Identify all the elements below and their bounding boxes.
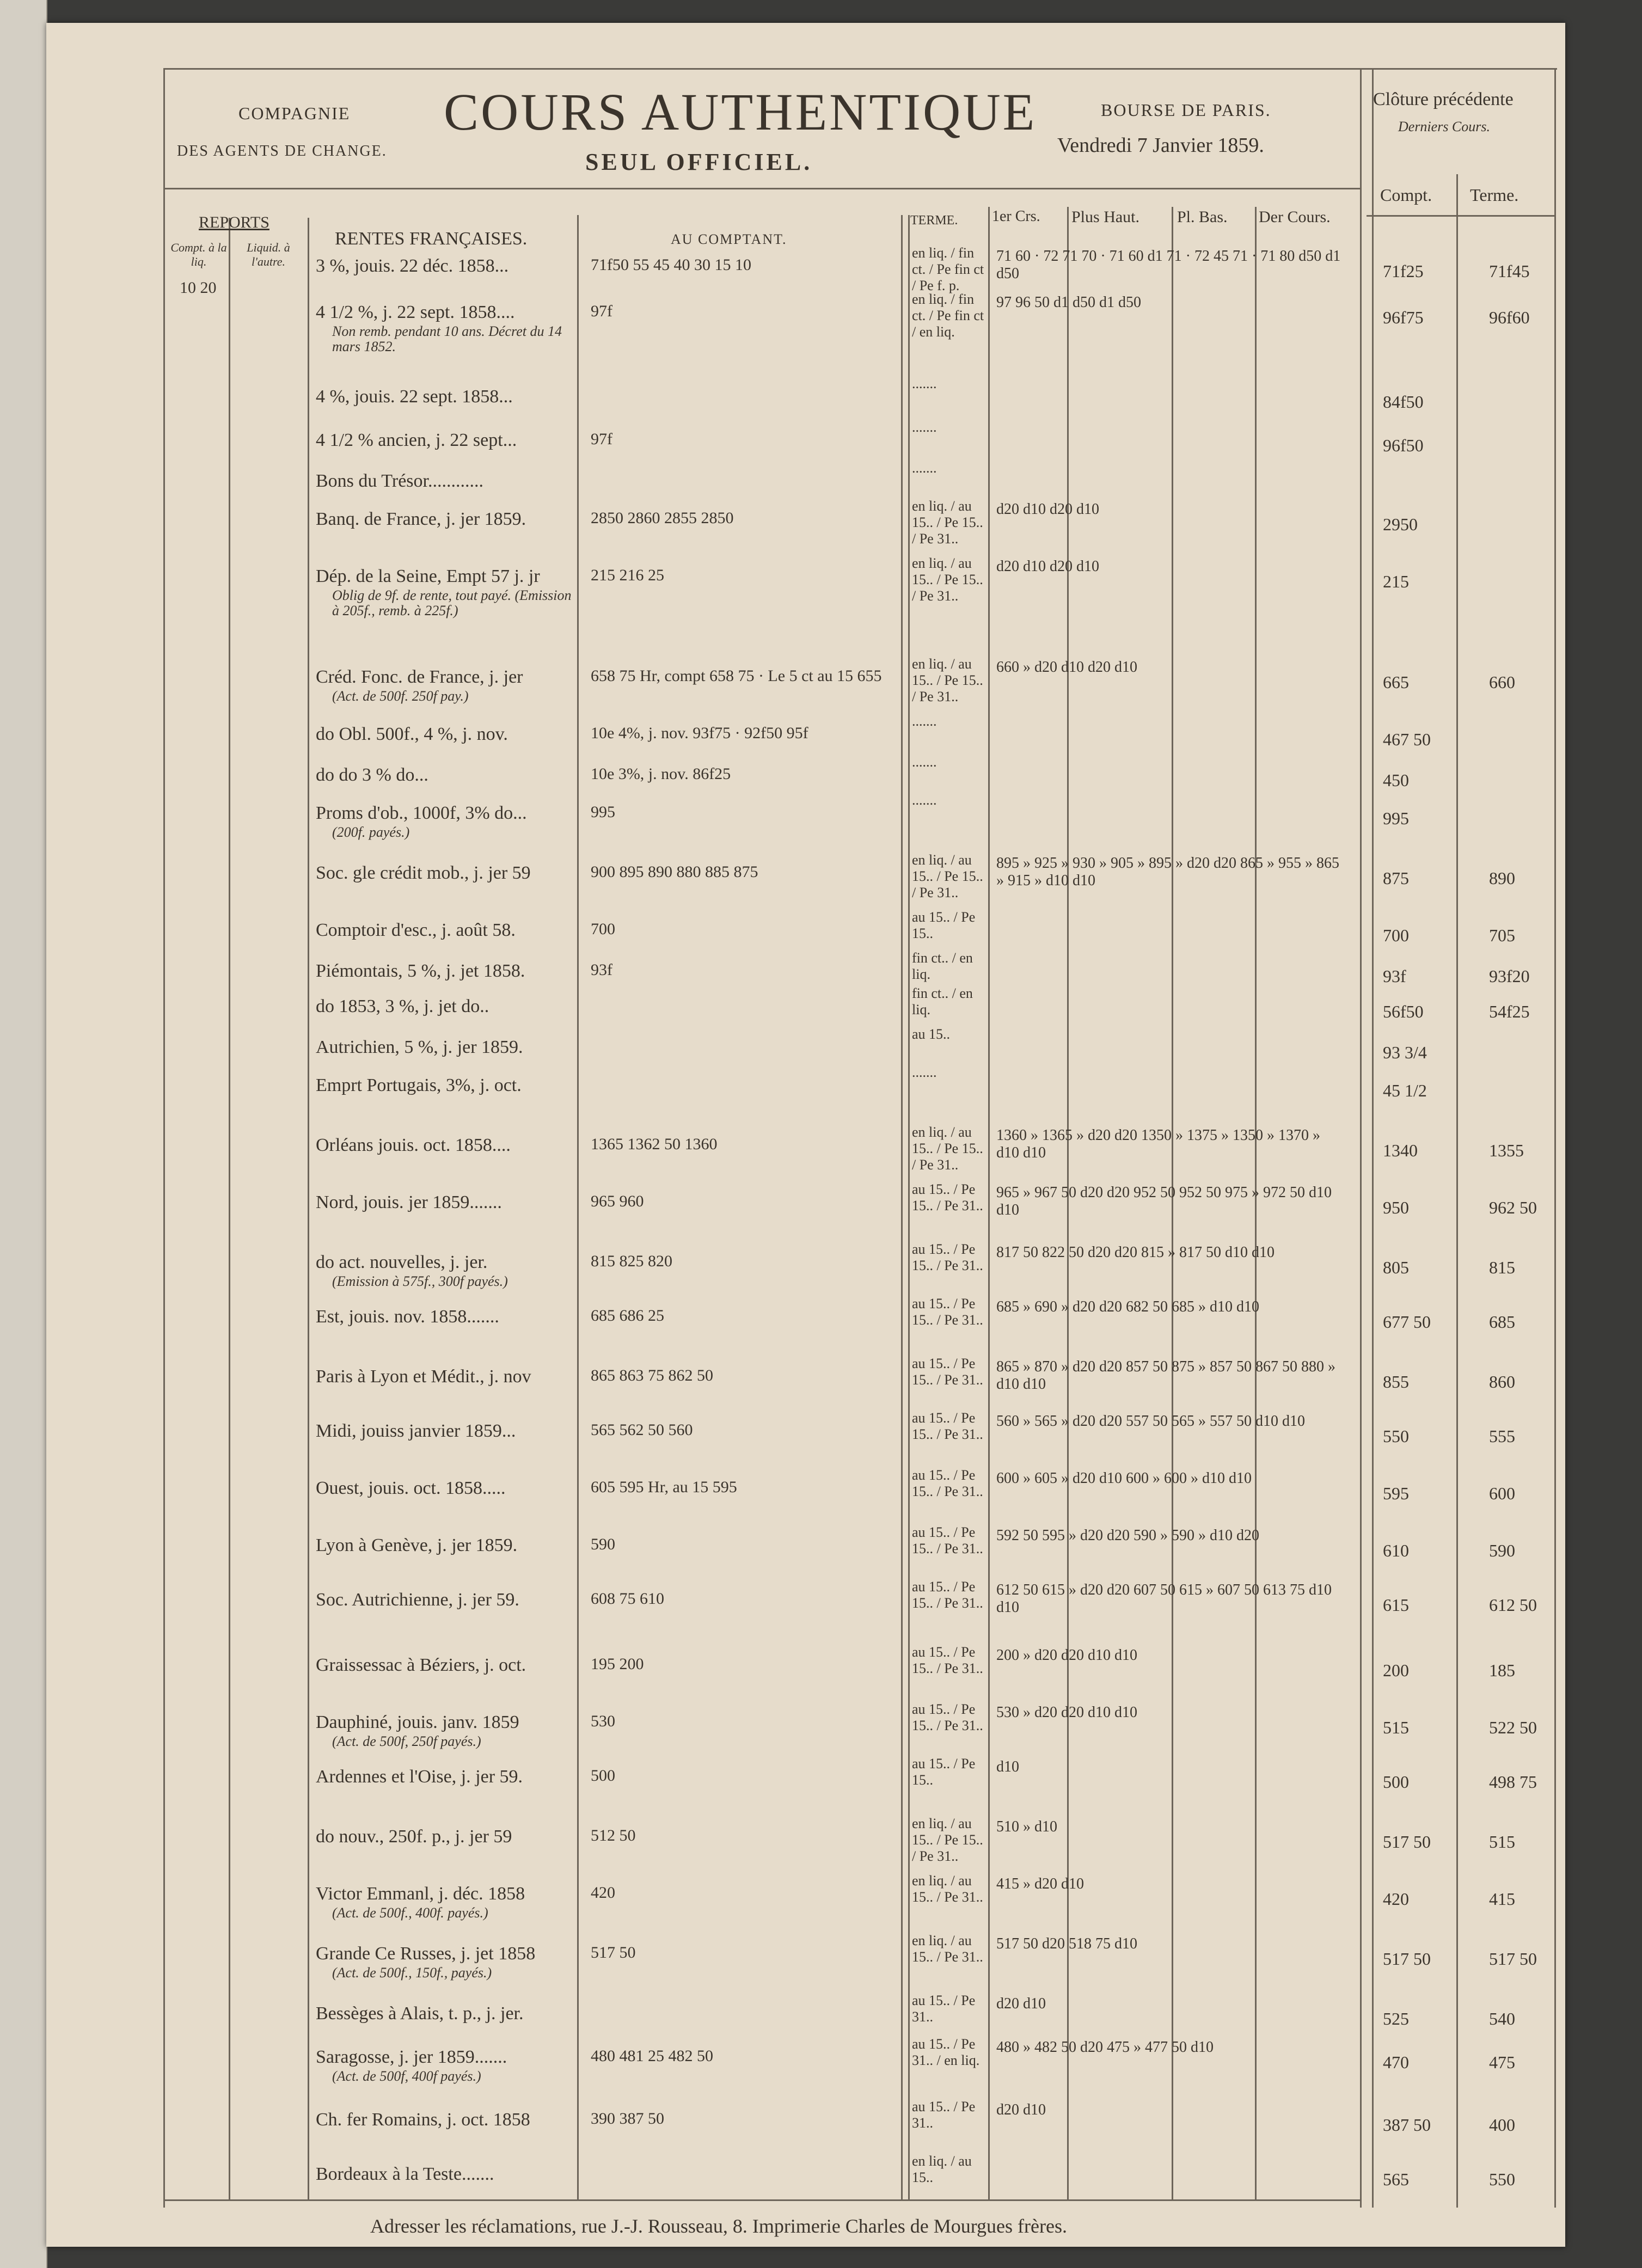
cours-values: d20 d10 [996,2101,1046,2118]
cloture-terme-value: 185 [1489,1660,1515,1680]
security-name: Bons du Trésor............ [316,471,483,491]
au-comptant-header: AU COMPTANT. [671,231,787,247]
cloture-compt-value: 200 [1383,1660,1409,1680]
security-name: Soc. Autrichienne, j. jer 59. [316,1590,519,1610]
cloture-compt-value: 805 [1383,1258,1409,1277]
comptant-prices: 1365 1362 50 1360 [591,1135,718,1153]
terme-labels: en liq. / fin ct. / Pe fin ct / Pe f. p. [912,245,984,293]
security-note: (Act. de 500f., 150f., payés.) [332,1965,492,1981]
comptant-prices: 10e 4%, j. nov. 93f75 · 92f50 95f [591,724,808,742]
cours-values: 530 » d20 d20 d10 d10 [996,1704,1137,1721]
cours-values: 480 » 482 50 d20 475 » 477 50 d10 [996,2039,1214,2056]
comptant-prices: 71f50 55 45 40 30 15 10 [591,256,751,274]
security-note: (Act. de 500f., 400f. payés.) [332,1905,488,1921]
terme-labels: en liq. / au 15.. / Pe 15.. / Pe 31.. [912,656,983,704]
security-name: Ch. fer Romains, j. oct. 1858 [316,2110,530,2130]
cloture-compt-value: 525 [1383,2009,1409,2028]
cloture-terme-value: 517 50 [1489,1949,1537,1969]
security-note: Oblig de 9f. de rente, tout payé. (Emission à 205f., remb. à 225f.) [332,587,572,618]
terme-labels: au 15.. / Pe 31.. [912,2099,976,2131]
cloture-compt-value: 45 1/2 [1383,1081,1427,1100]
cloture-terme-value: 540 [1489,2009,1515,2028]
cloture-terme-value: 71f45 [1489,261,1530,281]
security-name: do act. nouvelles, j. jer. [316,1252,488,1272]
comptant-prices: 700 [591,920,615,938]
cloture-terme-value: 93f20 [1489,966,1530,986]
comptant-prices: 93f [591,961,612,979]
terme-labels: ....... [912,792,937,808]
terme-labels: en liq. / au 15.. / Pe 15.. / Pe 31.. [912,555,983,604]
cloture-terme-value: 498 75 [1489,1772,1537,1792]
cloture-compt-value: 93 3/4 [1383,1043,1427,1062]
comptant-prices: 995 [591,803,615,821]
comptant-prices: 815 825 820 [591,1252,672,1270]
cours-values: 560 » 565 » d20 d20 557 50 565 » 557 50 d10 d10 [996,1413,1305,1430]
cloture-compt-value: 500 [1383,1772,1409,1792]
cours-values: 517 50 d20 518 75 d10 [996,1935,1137,1952]
comptant-prices: 420 [591,1884,615,1902]
comptant-prices: 517 50 [591,1944,636,1961]
cloture-compt-value: 875 [1383,868,1409,888]
cloture-compt-value: 517 50 [1383,1832,1431,1852]
security-name: 4 1/2 %, j. 22 sept. 1858.... [316,302,515,322]
cloture-compt-value: 2950 [1383,514,1418,534]
comptant-prices: 390 387 50 [591,2110,664,2128]
cours-values: 97 96 50 d1 d50 d1 d50 [996,294,1141,311]
compt-header: Compt. [1380,185,1432,205]
security-name: do do 3 % do... [316,765,428,785]
comptant-prices: 10e 3%, j. nov. 86f25 [591,765,731,783]
security-name: Créd. Fonc. de France, j. jer [316,667,523,687]
cloture-compt-value: 470 [1383,2052,1409,2072]
security-note: (Act. de 500f, 400f payés.) [332,2068,481,2084]
terme-labels: au 15.. / Pe 15.. / Pe 31.. [912,1181,983,1213]
cours-values: 71 60 · 72 71 70 · 71 60 d1 71 · 72 45 71 · 71 80 d50 d1 d50 [996,248,1341,282]
cloture-compt-value: 595 [1383,1484,1409,1503]
security-name: Banq. de France, j. jer 1859. [316,509,526,529]
security-name: Grande Ce Russes, j. jet 1858 [316,1944,536,1964]
terme-labels: au 15.. / Pe 15.. [912,1756,976,1788]
cloture-terme-value: 515 [1489,1832,1515,1852]
cours-values: 612 50 615 » d20 d20 607 50 615 » 607 50 613 75 d10 d10 [996,1582,1332,1616]
cloture-terme-value: 555 [1489,1426,1515,1446]
terme-labels: en liq. / au 15.. / Pe 31.. [912,1933,983,1965]
cloture-terme-value: 705 [1489,925,1515,945]
cloture-terme-value: 685 [1489,1312,1515,1332]
terme-col-header: TERME. [910,213,958,228]
cours-values: 200 » d20 d20 d10 d10 [996,1647,1137,1664]
cloture-compt-value: 950 [1383,1198,1409,1217]
terme-labels: au 15.. / Pe 15.. / Pe 31.. [912,1356,983,1388]
comptant-prices: 480 481 25 482 50 [591,2047,713,2065]
cloture-compt-value: 450 [1383,770,1409,790]
cloture-compt-value: 665 [1383,672,1409,692]
terme-labels: au 15.. [912,1026,951,1042]
comptant-prices: 215 216 25 [591,566,664,584]
cours-values: 1360 » 1365 » d20 d20 1350 » 1375 » 1350 » 1370 » d10 d10 [996,1127,1320,1161]
cloture-terme-value: 590 [1489,1541,1515,1560]
reports-values: 10 20 [180,279,217,297]
security-name: Saragosse, j. jer 1859....... [316,2047,507,2067]
comptant-prices: 97f [591,302,612,320]
cloture-compt-value: 71f25 [1383,261,1424,281]
cloture-terme-value: 612 50 [1489,1595,1537,1615]
cloture-compt-value: 517 50 [1383,1949,1431,1969]
terme-labels: au 15.. / Pe 15.. / Pe 31.. [912,1241,983,1273]
derniers-label: Derniers Cours. [1398,119,1491,134]
page-title: COURS AUTHENTIQUE [444,83,1037,141]
terme-labels: au 15.. / Pe 15.. / Pe 31.. [912,1579,983,1611]
terme-labels: au 15.. / Pe 15.. / Pe 31.. [912,1410,983,1442]
comptant-prices: 590 [591,1535,615,1553]
security-name: Dép. de la Seine, Empt 57 j. jr [316,566,540,586]
terme-labels: ....... [912,460,937,476]
cours-values: 895 » 925 » 930 » 905 » 895 » d20 d20 865 » 955 » 865 » 915 » d10 d10 [996,855,1339,889]
cours-values: 685 » 690 » d20 d20 682 50 685 » d10 d10 [996,1298,1259,1315]
terme-labels: en liq. / fin ct. / Pe fin ct / en liq. [912,291,984,340]
cloture-terme-value: 962 50 [1489,1198,1537,1217]
security-name: Bessèges à Alais, t. p., j. jer. [316,2003,524,2024]
terme-labels: au 15.. / Pe 15.. / Pe 31.. [912,1296,983,1328]
security-name: Ouest, jouis. oct. 1858..... [316,1478,506,1498]
cloture-compt-value: 700 [1383,925,1409,945]
comptant-prices: 195 200 [591,1655,644,1673]
cloture-terme-value: 860 [1489,1372,1515,1392]
security-name: Bordeaux à la Teste....... [316,2164,494,2184]
comptant-prices: 900 895 890 880 885 875 [591,863,758,881]
security-name: Graissessac à Béziers, j. oct. [316,1655,526,1675]
cours-values: 865 » 870 » d20 d20 857 50 875 » 857 50 867 50 880 » d10 d10 [996,1358,1335,1393]
cloture-compt-value: 96f50 [1383,436,1424,455]
comptant-prices: 865 863 75 862 50 [591,1366,713,1384]
cloture-terme-value: 890 [1489,868,1515,888]
cloture-compt-value: 615 [1383,1595,1409,1615]
cloture-terme-value: 415 [1489,1889,1515,1909]
security-note: (Emission à 575f., 300f payés.) [332,1273,508,1289]
security-name: Nord, jouis. jer 1859....... [316,1192,502,1212]
security-name: do nouv., 250f. p., j. jer 59 [316,1826,512,1847]
terme-labels: en liq. / au 15.. / Pe 15.. / Pe 31.. [912,852,983,900]
comptant-prices: 685 686 25 [591,1307,664,1325]
cours-values: 965 » 967 50 d20 d20 952 50 952 50 975 » 972 50 d10 d10 [996,1184,1332,1218]
cloture-terme-value: 522 50 [1489,1718,1537,1737]
compt-liq-header: Compt. à la liq. [170,241,227,268]
liquid-header: Liquid. à l'autre. [247,241,290,268]
cloture-compt-value: 387 50 [1383,2115,1431,2135]
cloture-compt-value: 96f75 [1383,308,1424,327]
terme-labels: en liq. / au 15.. [912,2153,972,2185]
pl-bas-header: Pl. Bas. [1177,208,1228,226]
security-name: Victor Emmanl, j. déc. 1858 [316,1884,525,1904]
terme-labels: ....... [912,376,937,391]
security-name: Midi, jouiss janvier 1859... [316,1421,516,1441]
comptant-prices: 97f [591,430,612,448]
cloture-compt-value: 855 [1383,1372,1409,1392]
cloture-terme-value: 660 [1489,672,1515,692]
security-name: Orléans jouis. oct. 1858.... [316,1135,511,1155]
reports-header: REPORTS [199,213,269,231]
terme-labels: ....... [912,713,937,729]
cloture-compt-value: 467 50 [1383,730,1431,749]
cloture-compt-value: 84f50 [1383,392,1424,412]
premier-header: 1er Crs. [992,208,1040,225]
security-note: (Act. de 500f, 250f payés.) [332,1733,481,1749]
cours-values: 660 » d20 d10 d20 d10 [996,659,1137,676]
comptant-prices: 658 75 Hr, compt 658 75 · Le 5 ct au 15 655 [591,667,882,685]
security-name: do 1853, 3 %, j. jet do.. [316,996,489,1016]
cloture-compt-value: 420 [1383,1889,1409,1909]
terme-labels: au 15.. / Pe 15.. / Pe 31.. [912,1467,983,1499]
cours-values: d20 d10 [996,1995,1046,2012]
security-name: Piémontais, 5 %, j. jet 1858. [316,961,525,981]
security-name: 4 %, jouis. 22 sept. 1858... [316,387,513,407]
cloture-compt-value: 995 [1383,808,1409,828]
compagnie-label: COMPAGNIE [238,103,351,123]
cloture-compt-value: 677 50 [1383,1312,1431,1332]
cloture-compt-value: 550 [1383,1426,1409,1446]
cours-values: d20 d10 d20 d10 [996,501,1099,518]
security-note: Non remb. pendant 10 ans. Décret du 14 mars 1852. [332,323,562,354]
terme-labels: en liq. / au 15.. / Pe 15.. / Pe 31.. [912,1816,983,1864]
cours-values: 600 » 605 » d20 d10 600 » 600 » d10 d10 [996,1470,1252,1487]
cours-values: 415 » d20 d10 [996,1875,1084,1892]
security-note: (Act. de 500f. 250f pay.) [332,688,469,704]
cloture-compt-value: 515 [1383,1718,1409,1737]
agents-label: DES AGENTS DE CHANGE. [177,143,387,160]
terme-labels: au 15.. / Pe 15.. / Pe 31.. [912,1701,983,1733]
cloture-compt-value: 56f50 [1383,1002,1424,1021]
comptant-prices: 2850 2860 2855 2850 [591,509,734,527]
security-name: Proms d'ob., 1000f, 3% do... [316,803,527,823]
security-name: 4 1/2 % ancien, j. 22 sept... [316,430,517,450]
security-name: Ardennes et l'Oise, j. jer 59. [316,1767,523,1787]
cloture-label: Clôture précédente [1373,89,1514,109]
plus-haut-header: Plus Haut. [1071,208,1140,226]
terme-labels: ....... [912,754,937,770]
cloture-terme-value: 400 [1489,2115,1515,2135]
terme-labels: au 15.. / Pe 15.. / Pe 31.. [912,1644,983,1676]
comptant-prices: 565 562 50 560 [591,1421,693,1439]
security-name: Est, jouis. nov. 1858....... [316,1307,499,1327]
cours-values: d10 [996,1758,1019,1775]
comptant-prices: 512 50 [591,1826,636,1844]
security-name: Lyon à Genève, j. jer 1859. [316,1535,518,1555]
security-name: Comptoir d'esc., j. août 58. [316,920,516,940]
security-name: Paris à Lyon et Médit., j. nov [316,1366,531,1387]
security-name: Soc. gle crédit mob., j. jer 59 [316,863,531,883]
terme-labels: au 15.. / Pe 15.. [912,909,976,941]
terme-labels: ....... [912,419,937,435]
cloture-terme-value: 815 [1489,1258,1515,1277]
security-name: do Obl. 500f., 4 %, j. nov. [316,724,508,744]
cloture-terme-value: 475 [1489,2052,1515,2072]
cloture-compt-value: 1340 [1383,1141,1418,1160]
cloture-terme-value: 550 [1489,2169,1515,2189]
cours-values: d20 d10 d20 d10 [996,558,1099,575]
cloture-compt-value: 93f [1383,966,1406,986]
page-subtitle: SEUL OFFICIEL. [585,149,813,175]
date-label: Vendredi 7 Janvier 1859. [1057,134,1264,157]
terme-labels: au 15.. / Pe 31.. / en liq. [912,2036,980,2068]
security-note: (200f. payés.) [332,824,410,840]
cloture-terme-value: 54f25 [1489,1002,1530,1021]
terme-labels: au 15.. / Pe 31.. [912,1993,976,2025]
cloture-compt-value: 565 [1383,2169,1409,2189]
terme-header: Terme. [1470,185,1519,205]
terme-labels: au 15.. / Pe 15.. / Pe 31.. [912,1524,983,1556]
rentes-header: RENTES FRANÇAISES. [335,229,528,249]
terme-labels: en liq. / au 15.. / Pe 31.. [912,1873,983,1905]
terme-labels: fin ct.. / en liq. [912,950,973,982]
comptant-prices: 608 75 610 [591,1590,664,1608]
security-name: Dauphiné, jouis. janv. 1859 [316,1712,519,1732]
terme-labels: en liq. / au 15.. / Pe 15.. / Pe 31.. [912,1124,983,1173]
cours-values: 817 50 822 50 d20 d20 815 » 817 50 d10 d10 [996,1244,1275,1261]
comptant-prices: 605 595 Hr, au 15 595 [591,1478,737,1496]
comptant-prices: 530 [591,1712,615,1730]
bourse-label: BOURSE DE PARIS. [1101,100,1271,120]
security-name: Emprt Portugais, 3%, j. oct. [316,1075,522,1095]
cours-values: 510 » d10 [996,1818,1057,1835]
comptant-prices: 965 960 [591,1192,644,1210]
cloture-terme-value: 96f60 [1489,308,1530,327]
dernier-header: Der Cours. [1259,208,1331,226]
footer-note: Adresser les réclamations, rue J.-J. Rousseau, 8. Imprimerie Charles de Mourgues frères. [370,2215,1067,2237]
terme-labels: fin ct.. / en liq. [912,985,973,1017]
terme-labels: en liq. / au 15.. / Pe 15.. / Pe 31.. [912,498,983,547]
security-name: 3 %, jouis. 22 déc. 1858... [316,256,509,276]
cloture-compt-value: 215 [1383,572,1409,591]
cloture-terme-value: 1355 [1489,1141,1524,1160]
cours-values: 592 50 595 » d20 d20 590 » 590 » d10 d20 [996,1527,1259,1544]
security-name: Autrichien, 5 %, j. jer 1859. [316,1037,523,1057]
terme-labels: ....... [912,1064,937,1080]
cloture-terme-value: 600 [1489,1484,1515,1503]
cloture-compt-value: 610 [1383,1541,1409,1560]
comptant-prices: 500 [591,1767,615,1785]
